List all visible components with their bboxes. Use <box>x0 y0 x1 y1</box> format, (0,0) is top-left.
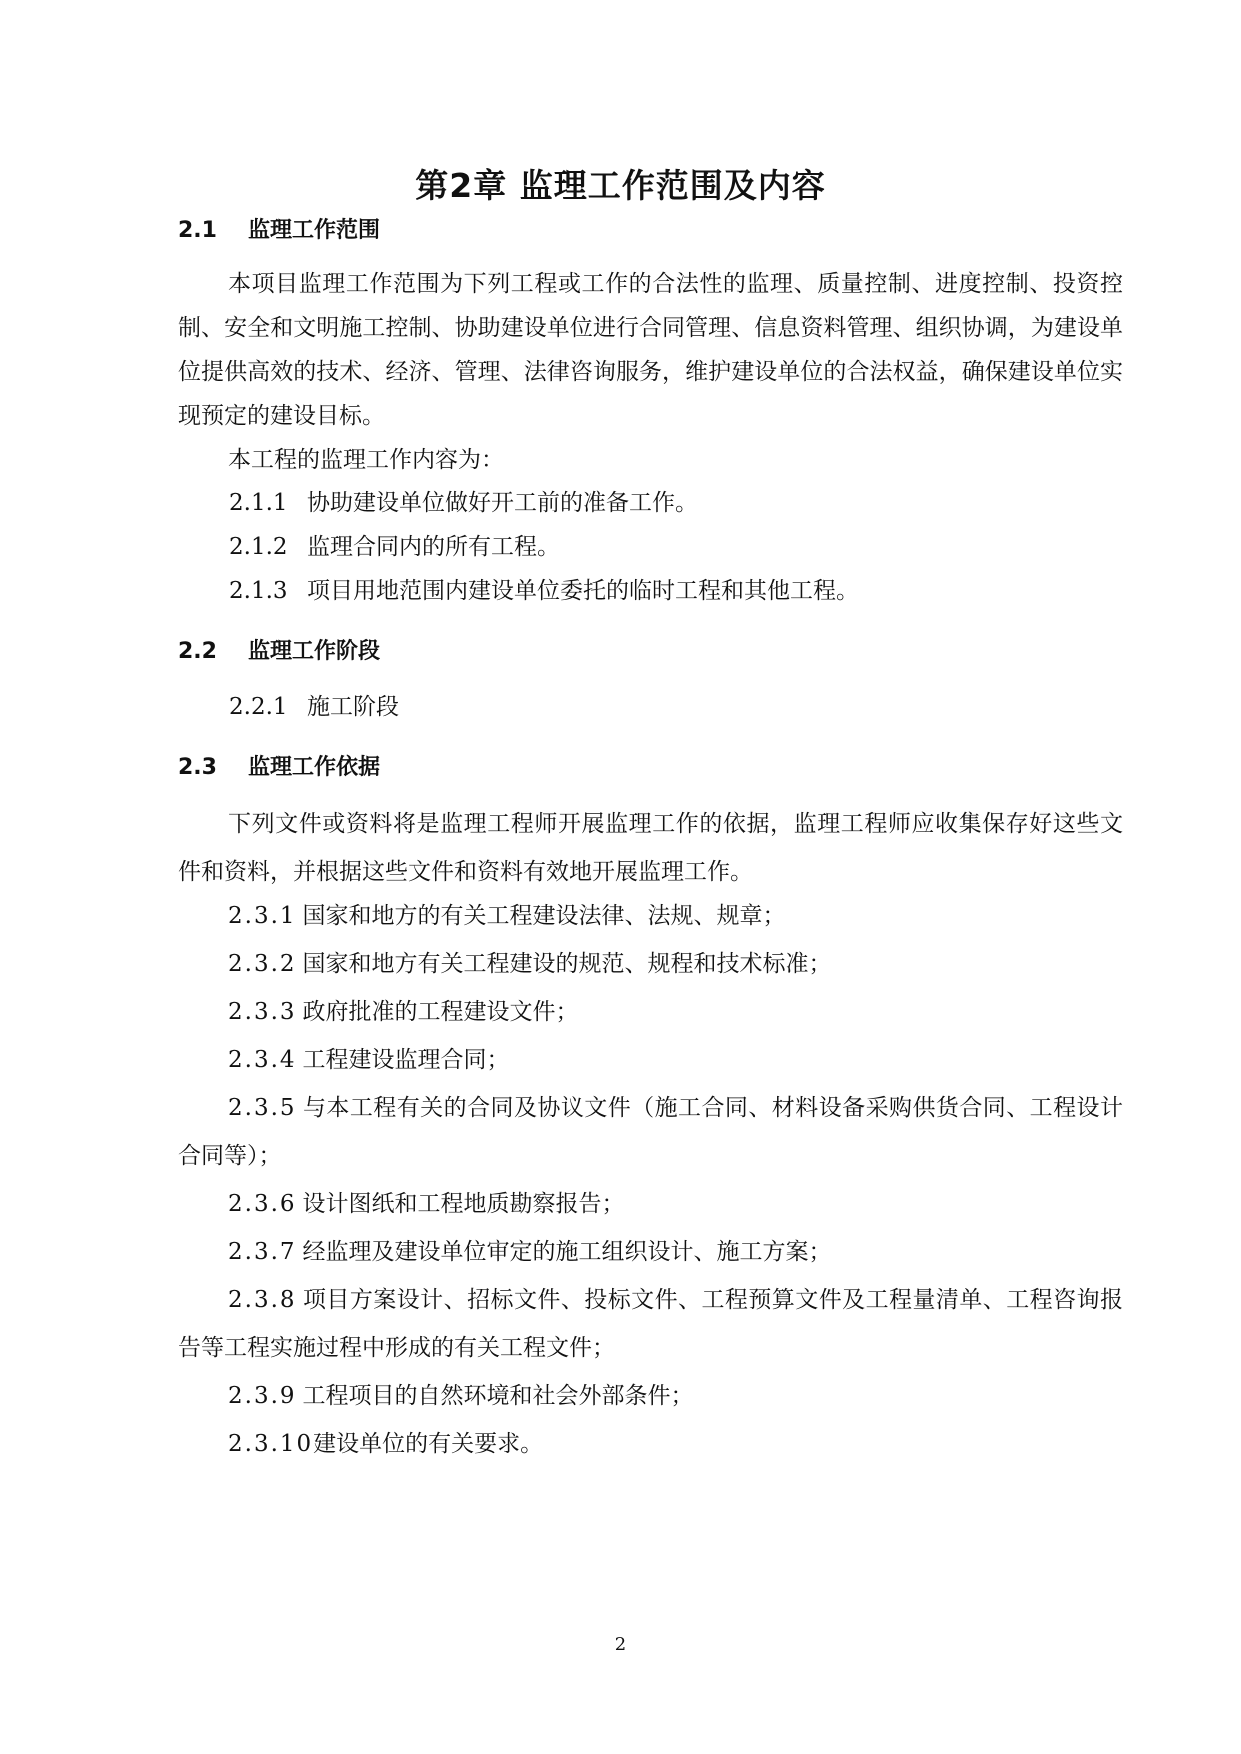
item-number: 2.3.10 <box>228 1431 314 1457</box>
item-number: 2.3.3 <box>228 999 297 1025</box>
item-text: 经监理及建设单位审定的施工组织设计、施工方案； <box>302 1239 832 1265</box>
list-item-2-2-1 <box>229 685 399 729</box>
content-intro-paragraph: 本工程的监理工作内容为： <box>228 447 504 473</box>
item-number: 2.3.6 <box>228 1191 297 1217</box>
chapter-title: 第2章 监理工作范围及内容 <box>415 166 826 205</box>
section-title: 监理工作范围 <box>248 218 381 243</box>
item-text: 国家和地方的有关工程建设法律、法规、规章； <box>302 903 786 929</box>
item-number: 2.3.2 <box>228 951 297 977</box>
item-number: 2.3.8 <box>228 1287 297 1313</box>
item-number: 2.1.1 <box>229 490 288 516</box>
list-item-2-1-3 <box>229 569 859 613</box>
item-text: 工程建设监理合同； <box>302 1047 510 1073</box>
basis-item-2-3-10 <box>178 1420 1123 1468</box>
item-number: 2.1.3 <box>229 578 288 604</box>
basis-item-2-3-3 <box>178 988 1123 1036</box>
item-text: 与本工程有关的合同及协议文件（施工合同、材料设备采购供货合同、工程设计合同等）； <box>178 1095 1123 1169</box>
item-number: 2.3.1 <box>228 903 297 929</box>
item-text: 监理合同内的所有工程。 <box>307 534 560 560</box>
basis-item-2-3-2 <box>178 940 1123 988</box>
item-text: 项目方案设计、招标文件、投标文件、工程预算文件及工程量清单、工程咨询报告等工程实施过程中形成的有关工程文件； <box>178 1287 1123 1361</box>
item-text: 施工阶段 <box>307 694 399 720</box>
list-item-2-1-2 <box>229 525 560 569</box>
page-number: 2 <box>614 1634 627 1655</box>
section-number: 2.2 <box>178 639 217 664</box>
basis-item-2-3-8 <box>178 1276 1123 1372</box>
basis-item-2-3-5 <box>178 1084 1123 1180</box>
scope-paragraph: 本项目监理工作范围为下列工程或工作的合法性的监理、质量控制、进度控制、投资控制、安全和文明施工控制、协助建设单位进行合同管理、信息资料管理、组织协调，为建设单位提供高效的技术、经济、管理、法律咨询服务，维护建设单位的合法权益，确保建设单位实现预定的建设目标。 <box>178 271 1123 429</box>
item-text: 协助建设单位做好开工前的准备工作。 <box>307 490 698 516</box>
item-number: 2.2.1 <box>229 694 288 720</box>
section-number: 2.1 <box>178 218 217 243</box>
item-text: 项目用地范围内建设单位委托的临时工程和其他工程。 <box>307 578 859 604</box>
item-number: 2.1.2 <box>229 534 288 560</box>
item-number: 2.3.4 <box>228 1047 297 1073</box>
section-title: 监理工作阶段 <box>248 639 381 664</box>
basis-item-2-3-6 <box>178 1180 1123 1228</box>
list-item-2-1-1 <box>229 481 698 525</box>
item-number: 2.3.7 <box>228 1239 297 1265</box>
item-text: 政府批准的工程建设文件； <box>302 999 579 1025</box>
item-number: 2.3.9 <box>228 1383 297 1409</box>
section-heading-2-3 <box>178 750 380 781</box>
basis-intro-paragraph: 下列文件或资料将是监理工程师开展监理工作的依据，监理工程师应收集保存好这些文件和资料，并根据这些文件和资料有效地开展监理工作。 <box>178 811 1123 885</box>
basis-item-2-3-1 <box>178 892 1123 940</box>
item-text: 设计图纸和工程地质勘察报告； <box>302 1191 625 1217</box>
item-text: 国家和地方有关工程建设的规范、规程和技术标准； <box>302 951 832 977</box>
item-text: 建设单位的有关要求。 <box>313 1431 544 1457</box>
item-text: 工程项目的自然环境和社会外部条件； <box>302 1383 694 1409</box>
basis-item-2-3-7 <box>178 1228 1123 1276</box>
section-number: 2.3 <box>178 755 217 780</box>
basis-item-2-3-4 <box>178 1036 1123 1084</box>
section-heading-2-2 <box>178 634 380 665</box>
item-number: 2.3.5 <box>228 1095 297 1121</box>
basis-item-2-3-9 <box>178 1372 1123 1420</box>
section-heading-2-1 <box>178 213 380 244</box>
section-title: 监理工作依据 <box>248 755 381 780</box>
